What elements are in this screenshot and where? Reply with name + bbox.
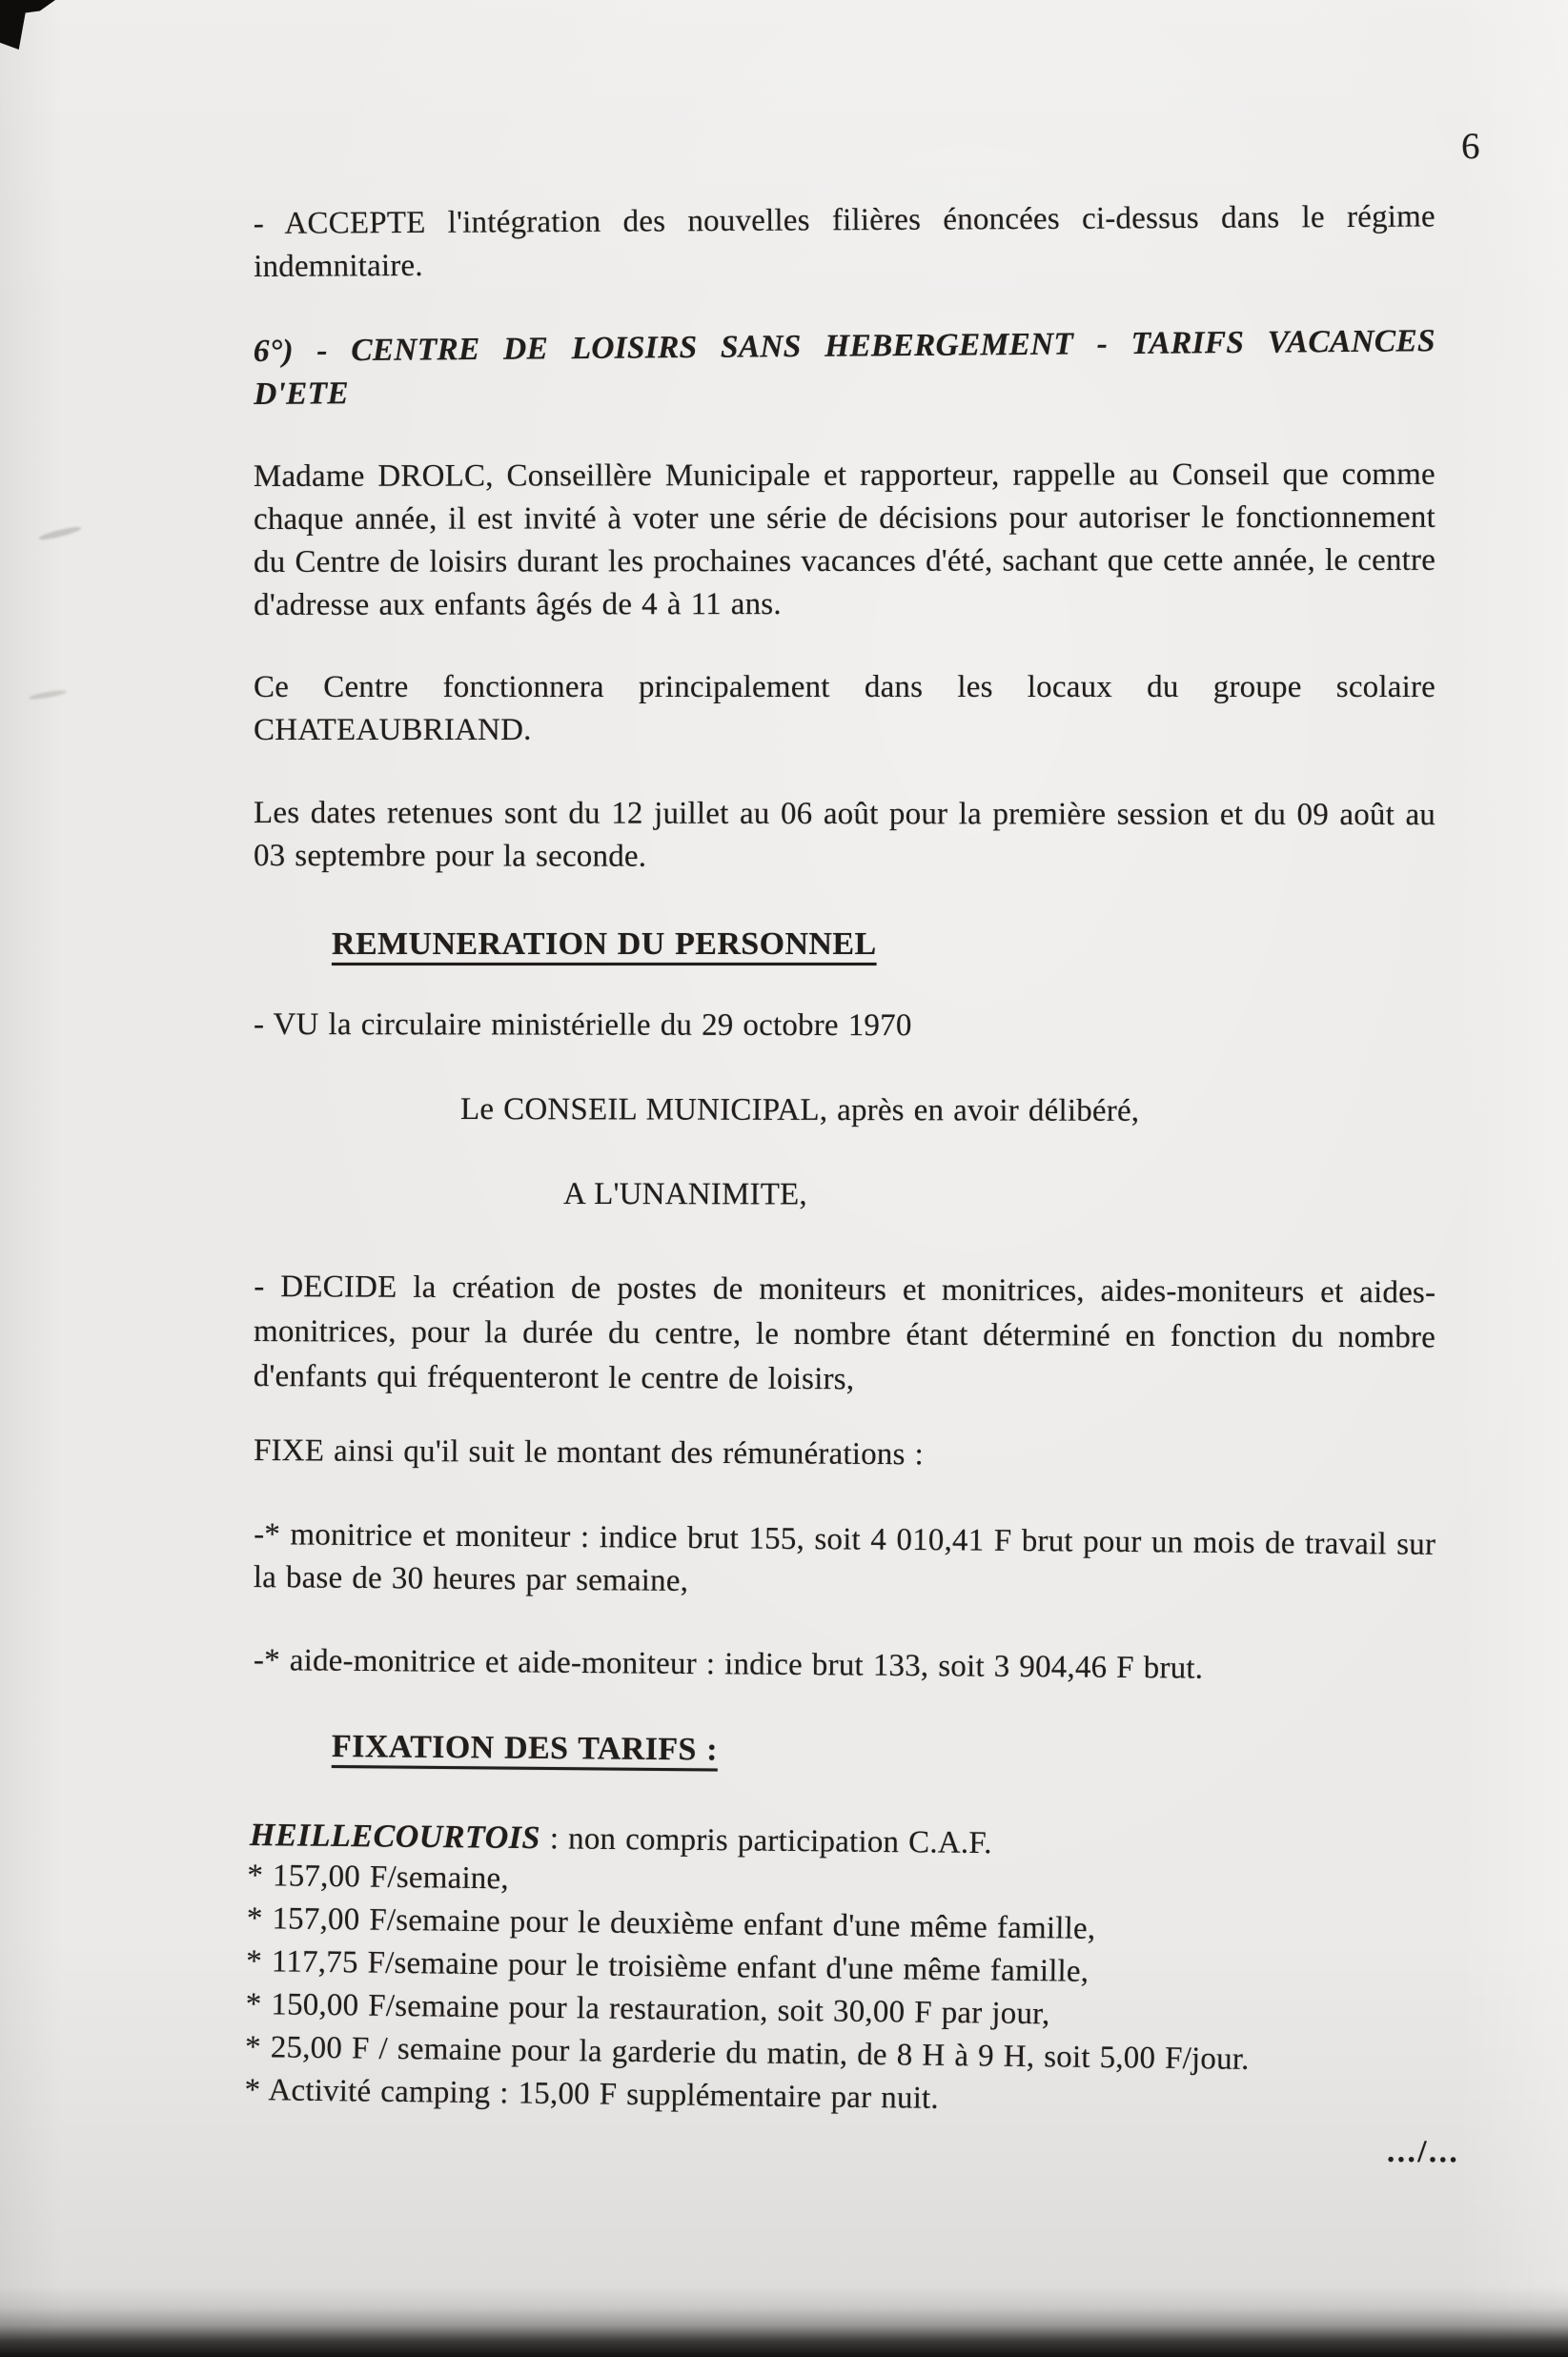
tarif-item: * 25,00 F / semaine pour la garderie du matin, de 8 H à 9 H, soit 5,00 F/jour. — [244, 2029, 1250, 2077]
scan-corner-mark — [0, 0, 55, 50]
paragraph-rapporteur: Madame DROLC, Conseillère Municipale et rapporteur, rappelle au Conseil que comme chaque année, il est invité à voter une série de décisions pour autoriser le fonctionnement du Centre de loisirs durant les prochaines vacances d'été, sachant que cette année, le centre d'adresse aux enfants âgés de 4 à 11 ans. — [253, 457, 1436, 622]
tarif-item: * 157,00 F/semaine, — [247, 1859, 510, 1897]
heading-remuneration: REMUNERATION DU PERSONNEL — [332, 926, 877, 962]
item-aide-monitrice: -* aide-monitrice et aide-moniteur : indice brut 133, soit 3 904,46 F brut. — [253, 1643, 1204, 1686]
continuation-mark: .../... — [1386, 2134, 1460, 2170]
paragraph-locaux: Ce Centre fonctionnera principalement dans les locaux du groupe scolaire CHATEAUBRIAND. — [254, 670, 1436, 747]
paragraph-vu-circulaire: - VU la circulaire ministérielle du 29 octobre 1970 — [253, 1007, 912, 1044]
page-number: 6 — [1461, 126, 1480, 167]
scan-bottom-shadow — [0, 2286, 1568, 2357]
section-heading-line1: 6°) - CENTRE DE LOISIRS SANS HEBERGEMENT - TARIFS VACANCES — [253, 323, 1436, 370]
line-unanimite: A L'UNANIMITE, — [562, 1177, 807, 1212]
tarif-list — [244, 1855, 1429, 2126]
heillecourtois-label: HEILLECOURTOIS — [249, 1818, 541, 1857]
tarif-item: * 150,00 F/semaine pour la restauration, soit 30,00 F par jour, — [245, 1986, 1050, 2032]
tarif-item: * 157,00 F/semaine pour le deuxième enfant d'une même famille, — [246, 1901, 1096, 1946]
heillecourtois-rest: : non compris participation C.A.F. — [540, 1821, 992, 1861]
section-heading-line2: D'ETE — [254, 376, 350, 412]
paragraph-decide: - DECIDE la création de postes de moniteurs et monitrices, aides-moniteurs et aides-monitrices, pour la durée du centre, le nombre étant déterminé en fonction du nombre d'enfants qui fréquenteront le centre de loisirs, — [253, 1270, 1436, 1397]
paragraph-dates: Les dates retenues sont du 12 juillet au 06 août pour la première session et du 09 août au 03 septembre pour la seconde. — [253, 796, 1436, 874]
heading-fixation-tarifs: FIXATION DES TARIFS : — [331, 1729, 719, 1768]
scan-smudge — [29, 689, 67, 701]
scan-smudge — [38, 525, 82, 542]
item-monitrice-moniteur: -* monitrice et moniteur : indice brut 155, soit 4 010,41 F brut pour un mois de travail sur la base de 30 heures par semaine, — [253, 1517, 1436, 1598]
paragraph-fixe: FIXE ainsi qu'il suit le montant des rémunérations : — [253, 1433, 925, 1473]
paragraph-accepte: - ACCEPTE l'intégration des nouvelles filières énoncées ci-dessus dans le régime indemnitaire. — [253, 199, 1436, 284]
section-heading-centre-loisirs — [254, 319, 1436, 416]
tarif-item: * 117,75 F/semaine pour le troisième enfant d'une même famille, — [246, 1944, 1089, 1989]
tarif-item: * Activité camping : 15,00 F supplémentaire par nuit. — [244, 2072, 940, 2116]
line-conseil-municipal: Le CONSEIL MUNICIPAL, après en avoir délibéré, — [459, 1092, 1140, 1128]
